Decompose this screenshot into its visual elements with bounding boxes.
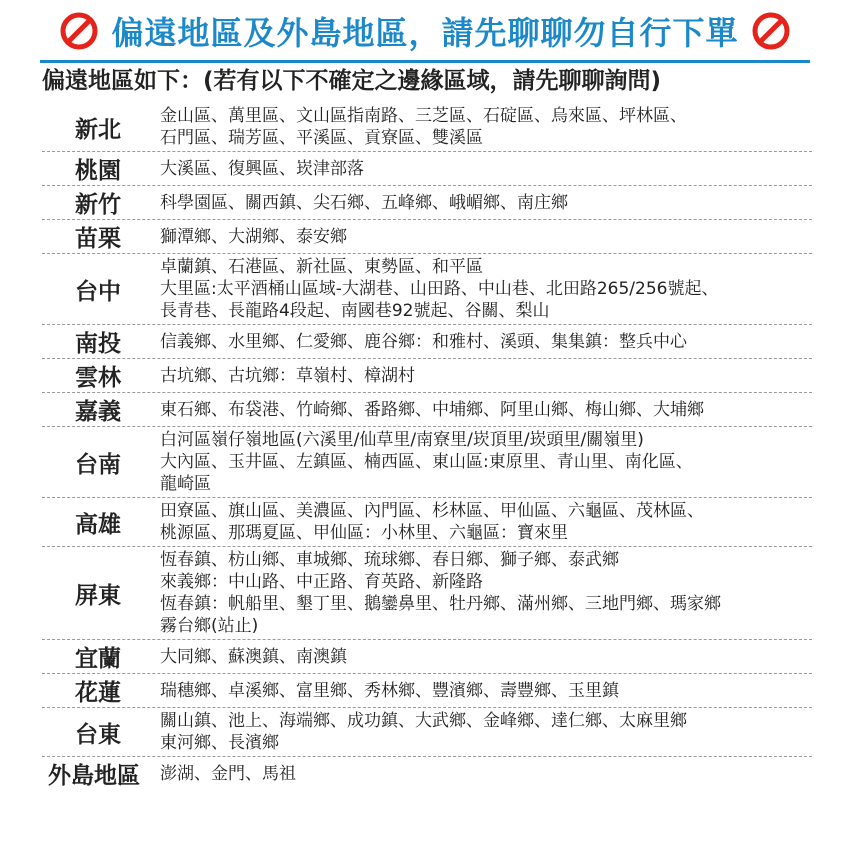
region-areas xyxy=(154,498,812,546)
region-name: 外島地區 xyxy=(48,763,140,789)
region-areas xyxy=(154,644,812,670)
region-row xyxy=(42,152,812,186)
region-area-line: 科學園區、關西鎮、尖石鄉、五峰鄉、峨嵋鄉、南庄鄉 xyxy=(160,192,568,213)
region-area-line: 古坑鄉、古坑鄉：草嶺村、樟湖村 xyxy=(160,365,415,386)
region-name: 新竹 xyxy=(75,192,121,218)
region-area-line: 來義鄉：中山路、中正路、育英路、新隆路 xyxy=(160,572,483,592)
region-row xyxy=(42,103,812,152)
region-row xyxy=(42,640,812,674)
region-name: 苗栗 xyxy=(75,226,121,252)
region-area-line: 大內區、玉井區、左鎮區、楠西區、東山區:東原里、青山里、南化區、 xyxy=(160,452,693,472)
region-areas xyxy=(154,678,812,704)
region-area-line: 大里區:太平酒桶山區域-大湖巷、山田路、中山巷、北田路265/256號起、 xyxy=(160,279,719,299)
region-areas xyxy=(154,547,812,639)
region-area-line: 關山鎮、池上、海端鄉、成功鎮、大武鄉、金峰鄉、達仁鄉、太麻里鄉 xyxy=(160,711,687,731)
region-row xyxy=(42,708,812,757)
region-name: 嘉義 xyxy=(75,399,121,425)
region-name: 花蓮 xyxy=(75,680,121,706)
region-area-line: 桃源區、那瑪夏區、甲仙區：小林里、六龜區：寶來里 xyxy=(160,523,568,543)
page-header xyxy=(0,0,850,62)
forbidden-icon xyxy=(751,11,791,51)
region-row xyxy=(42,220,812,254)
region-areas xyxy=(154,761,812,787)
region-name: 桃園 xyxy=(75,158,121,184)
region-area-line: 石門區、瑞芳區、平溪區、貢寮區、雙溪區 xyxy=(160,128,483,148)
region-area-line: 田寮區、旗山區、美濃區、內門區、杉林區、甲仙區、六龜區、茂林區、 xyxy=(160,501,704,521)
regions-table xyxy=(42,103,812,790)
region-areas xyxy=(154,427,812,497)
region-row xyxy=(42,254,812,325)
region-row xyxy=(42,186,812,220)
region-areas xyxy=(154,397,812,423)
region-area-line: 大同鄉、蘇澳鎮、南澳鎮 xyxy=(160,646,347,667)
region-area-line: 金山區、萬里區、文山區指南路、三芝區、石碇區、烏來區、坪林區、 xyxy=(160,106,687,126)
region-row xyxy=(42,498,812,547)
region-area-line: 瑞穗鄉、卓溪鄉、富里鄉、秀林鄉、豐濱鄉、壽豐鄉、玉里鎮 xyxy=(160,680,619,701)
region-name: 宜蘭 xyxy=(75,646,121,672)
region-area-line: 龍崎區 xyxy=(160,474,211,494)
region-areas xyxy=(154,156,812,182)
region-areas xyxy=(154,103,812,151)
forbidden-icon xyxy=(59,11,99,51)
region-name: 南投 xyxy=(75,331,121,357)
region-area-line: 東石鄉、布袋港、竹崎鄉、番路鄉、中埔鄉、阿里山鄉、梅山鄉、大埔鄉 xyxy=(160,399,704,420)
region-area-line: 恆春鎮、枋山鄉、車城鄉、琉球鄉、春日鄉、獅子鄉、泰武鄉 xyxy=(160,550,619,570)
region-row xyxy=(42,427,812,498)
region-name: 新北 xyxy=(75,116,121,143)
region-row xyxy=(42,325,812,359)
region-row xyxy=(42,757,812,790)
region-area-line: 恆春鎮：帆船里、墾丁里、鵝鑾鼻里、牡丹鄉、滿州鄉、三地門鄉、瑪家鄉 xyxy=(160,594,721,614)
region-name: 台南 xyxy=(75,451,121,478)
region-area-line: 卓蘭鎮、石港區、新社區、東勢區、和平區 xyxy=(160,257,483,277)
region-name: 高雄 xyxy=(75,511,121,538)
region-name: 台東 xyxy=(75,721,121,748)
region-areas xyxy=(154,190,812,216)
header-divider xyxy=(40,60,810,63)
region-areas xyxy=(154,708,812,756)
region-name: 雲林 xyxy=(75,365,121,391)
region-areas xyxy=(154,329,812,355)
region-name: 台中 xyxy=(75,278,121,305)
region-row xyxy=(42,393,812,427)
section-heading: 偏遠地區如下：(若有以下不確定之邊緣區域，請先聊聊詢問) xyxy=(42,68,662,94)
page-title: 偏遠地區及外島地區，請先聊聊勿自行下單 xyxy=(111,14,739,52)
region-areas xyxy=(154,363,812,389)
region-row xyxy=(42,674,812,708)
region-row xyxy=(42,359,812,393)
region-area-line: 東河鄉、長濱鄉 xyxy=(160,733,279,753)
region-areas xyxy=(154,224,812,250)
region-area-line: 信義鄉、水里鄉、仁愛鄉、鹿谷鄉：和雅村、溪頭、集集鎮：整兵中心 xyxy=(160,331,687,352)
region-areas xyxy=(154,254,812,324)
region-row xyxy=(42,547,812,640)
region-area-line: 長青巷、長龍路4段起、南國巷92號起、谷關、梨山 xyxy=(160,301,550,321)
region-area-line: 獅潭鄉、大湖鄉、泰安鄉 xyxy=(160,226,347,247)
region-area-line: 霧台鄉(站止) xyxy=(160,616,259,636)
region-area-line: 白河區嶺仔嶺地區(六溪里/仙草里/南寮里/崁頂里/崁頭里/關嶺里) xyxy=(160,430,644,450)
region-name: 屏東 xyxy=(75,582,121,609)
region-area-line: 澎湖、金門、馬祖 xyxy=(160,763,296,784)
region-area-line: 大溪區、復興區、崁津部落 xyxy=(160,158,364,179)
